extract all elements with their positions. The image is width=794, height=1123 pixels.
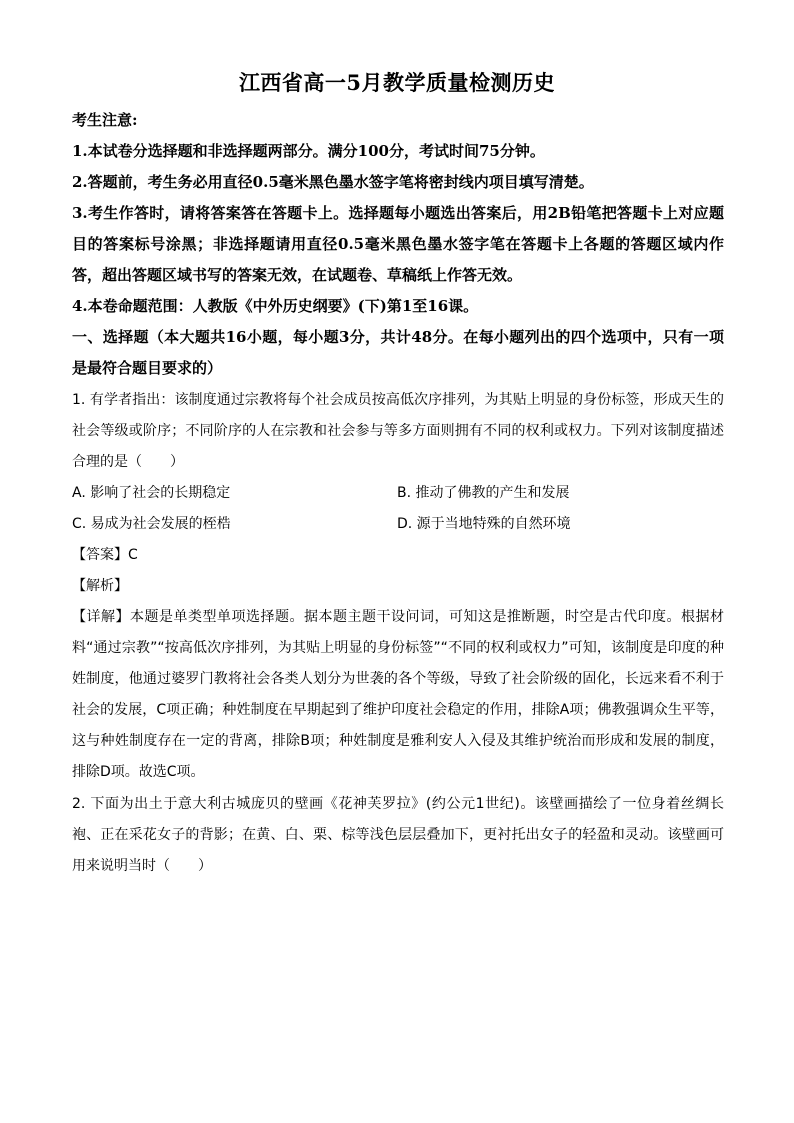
question-1-option-b: B. 推动了佛教的产生和发展	[397, 485, 570, 501]
page-title: 江西省高一5月教学质量检测历史	[238, 70, 556, 95]
question-2-stem: 2. 下面为出土于意大利古城庞贝的壁画《花神芙罗拉》(约公元1世纪)。该壁画描绘了一位身着丝绸长袍、正在采花女子的背影；在黄、白、栗、棕等浅色层层叠加下，更衬托出女子的轻盈和灵动。该壁画可用来说明当时（ ）	[72, 796, 724, 874]
notice-heading: 考生注意:	[72, 111, 138, 129]
question-1-detail: 【详解】本题是单类型单项选择题。据本题主题干设问词，可知这是推断题，时空是古代印度。根据材料“通过宗教”“按高低次序排列，为其贴上明显的身份标签”“不同的权利或权力”可知，该制度是印度的种姓制度，他通过婆罗门教将社会各类人划分为世袭的各个等级，导致了社会阶级的固化，长远来看不利于社会的发展，C项正确；种姓制度在早期起到了维护印度社会稳定的作用，排除A项；佛教强调众生平等，这与种姓制度存在一定的背离，排除B项；种姓制度是雅利安人入侵及其维护统治而形成和发展的制度，排除D项。故选C项。	[72, 609, 724, 780]
question-1-answer: 【答案】C	[72, 547, 138, 563]
question-1-analysis-label: 【解析】	[72, 578, 128, 594]
question-1-option-c: C. 易成为社会发展的桎梏	[72, 516, 231, 532]
notice-item-1: 1.本试卷分选择题和非选择题两部分。满分100分，考试时间75分钟。	[72, 142, 545, 160]
question-1-stem: 1. 有学者指出：该制度通过宗教将每个社会成员按高低次序排列，为其贴上明显的身份标签，形成天生的社会等级或阶序；不同阶序的人在宗教和社会参与等多方面则拥有不同的权利或权力。下列对该制度描述合理的是（ ）	[72, 392, 724, 470]
question-1-option-a: A. 影响了社会的长期稳定	[72, 485, 231, 501]
section-heading-choice: 一、选择题（本大题共16小题，每小题3分，共计48分。在每小题列出的四个选项中，只有一项是最符合题目要求的）	[72, 328, 724, 377]
notice-item-3: 3.考生作答时，请将答案答在答题卡上。选择题每小题选出答案后，用2B铅笔把答题卡上对应题目的答案标号涂黑；非选择题请用直径0.5毫米黑色墨水签字笔在答题卡上各题的答题区域内作答，超出答题区域书写的答案无效，在试题卷、草稿纸上作答无效。	[72, 204, 724, 284]
notice-item-4: 4.本卷命题范围：人教版《中外历史纲要》(下)第1至16课。	[72, 297, 479, 315]
notice-item-2: 2.答题前，考生务必用直径0.5毫米黑色墨水签字笔将密封线内项目填写清楚。	[72, 173, 594, 191]
question-1-option-d: D. 源于当地特殊的自然环境	[397, 516, 571, 532]
